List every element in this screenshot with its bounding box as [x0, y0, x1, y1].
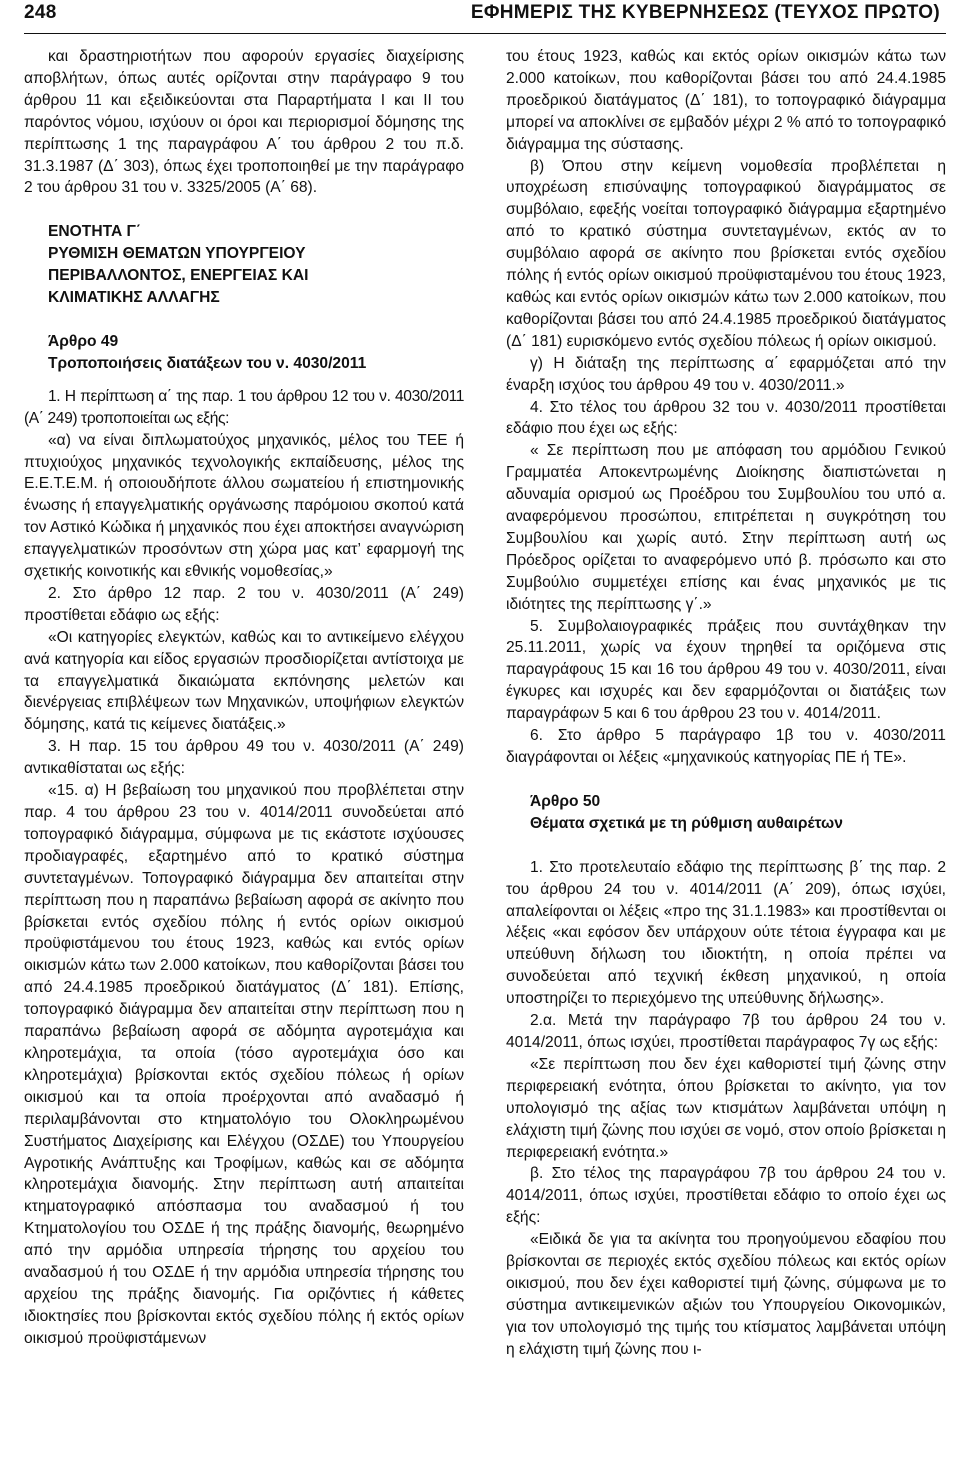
paragraph: και δραστηριοτήτων που αφορούν εργασίες διαχείρισης αποβλήτων, όπως αυτές ορίζονται στην παράγραφο 9 του άρθρου 11 και εξειδικεύονται στα Παραρτήματα I και II του παρόντος νόμου, ισχύουν οι όροι και περιορισμοί δόμησης της περίπτωσης 1 της παραγράφου Α΄ του άρθρου 2 του π.δ. 31.3.1987 (Δ΄ 303), όπως έχει τροποποιηθεί με την παράγραφο 2 του άρθρου 31 του ν. 3325/2005 (Α΄ 68).: [24, 48, 464, 197]
section-heading-line: ΚΛΙΜΑΤΙΚΗΣ ΑΛΛΑΓΗΣ: [48, 289, 220, 307]
paragraph: 3. Η παρ. 15 του άρθρου 49 του ν. 4030/2011 (Α΄ 249) αντικαθίσταται ως εξής:: [24, 738, 464, 778]
paragraph: 1. Η περίπτωση α΄ της παρ. 1 του άρθρου 12 του ν. 4030/2011 (Α΄ 249) τροποποιείται ως εξής:: [24, 387, 464, 427]
page-number: 248: [24, 2, 57, 23]
gazette-title: ΕΦΗΜΕΡΙΣ ΤΗΣ ΚΥΒΕΡΝΗΣΕΩΣ (ΤΕΥΧΟΣ ΠΡΩΤΟ): [470, 2, 940, 23]
section-heading-line: ΕΝΟΤΗΤΑ Γ΄: [48, 223, 142, 241]
article-subtitle: Τροποποιήσεις διατάξεων του ν. 4030/2011: [48, 354, 367, 372]
paragraph: γ) Η διάταξη της περίπτωσης α΄ εφαρμόζεται από την έναρξη ισχύος του άρθρου 49 του ν. 4030/2011.»: [506, 354, 946, 394]
paragraph: 6. Στο άρθρο 5 παράγραφο 1β του ν. 4030/2011 διαγράφονται οι λέξεις «μηχανικούς κατηγορίας ΠΕ ή ΤΕ».: [506, 727, 946, 766]
paragraph: «Οι κατηγορίες ελεγκτών, καθώς και το αντικείμενο ελέγχου ανά κατηγορία και είδος εργασιών προσδιορίζεται αντίστοιχα με τα επαγγελματικά δικαιώματα εκπόνησης μελετών και διενέργειας επιβλέψεων των Μηχανικών, υποψήφιων ελεγκτών δόμησης, κατά τις κείμενες διατάξεις.»: [24, 628, 464, 734]
section-heading-line: ΡΥΘΜΙΣΗ ΘΕΜΑΤΩΝ ΥΠΟΥΡΓΕΙΟΥ: [48, 245, 306, 263]
article-subtitle: Θέματα σχετικά με τη ρύθμιση αυθαιρέτων: [530, 814, 843, 832]
page-header: [24, 0, 946, 40]
paragraph: του έτους 1923, καθώς και εκτός ορίων οικισμών κάτω των 2.000 κατοίκων, που καθορίζονται βάσει του από 24.4.1985 προεδρικού διατάγματος (Δ΄ 181), το τοπογραφικό διάγραμμα μπορεί να αποκλίνει σε εμβαδόν μέχρι 2 % από το τοπογραφικό διάγραμμα της σύστασης.: [506, 48, 946, 153]
paragraph: 2. Στο άρθρο 12 παρ. 2 του ν. 4030/2011 (Α΄ 249) προστίθεται εδάφιο ως εξής:: [24, 584, 464, 624]
article-title: Άρθρο 50: [530, 792, 601, 810]
header-divider: [24, 33, 946, 34]
paragraph: 2.α. Μετά την παράγραφο 7β του άρθρου 24 του ν. 4014/2011, όπως ισχύει, προστίθεται παράγραφος 7γ ως εξής:: [506, 1012, 946, 1051]
paragraph: «α) να είναι διπλωματούχος μηχανικός, μέλος του ΤΕΕ ή πτυχιούχος μηχανικός τεχνολογικής εκπαίδευσης, μέλος της Ε.Ε.Τ.Ε.Μ. ή οποιουδήποτε άλλου σωματείου ή επιστημονικής ένωσης ή επαγγελματικής οργάνωσης παρόμοιου σκοπού κατά τον Αστικό Κώδικα ή μηχανικός που έχει αποκτήσει αναγνώριση επαγγελματικών προσόντων στη χώρα μας κατ’ εφαρμογή της σχετικής κοινοτικής και εθνικής νομοθεσίας,»: [24, 431, 464, 581]
paragraph: «Ειδικά δε για τα ακίνητα του προηγούμενου εδαφίου που βρίσκονται σε περιοχές εκτός σχεδίου πόλεως και εκτός ορίων οικισμού, που δεν έχει καθοριστεί τιμή ζώνης, σύμφωνα με το σύστημα αντικειμενικών αξιών του Υπουργείου Οικονομικών, για τον υπολογισμό της τιμής του κτίσματος λαμβάνεται υπόψη η ελάχιστη τιμή ζώνης που ι-: [506, 1231, 946, 1358]
right-column: [506, 46, 946, 1361]
paragraph: β) Όπου στην κείμενη νομοθεσία προβλέπεται η υποχρέωση επισύναψης τοπογραφικού διαγράμματος σε συμβόλαιο, εφεξής νοείται τοπογραφικό διάγραμμα εξαρτημένο από το κρατικό σύστημα συντεταγμένων, εκτός αν το συμβόλαιο αφορά σε ακίνητο που βρίσκεται εντός σχεδίου πόλης ή εντός ορίων οικισμού προϋφισταμένου του έτους 1923, καθώς και εντός ορίων οικισμών κάτω των 2.000 κατοίκων, που καθορίζονται βάσει του από 24.4.1985 προεδρικού διατάγματος (Δ΄ 181) ευρισκόμενο εντός σχεδίου πόλεως ή ορίων οικισμού.: [506, 157, 946, 350]
paragraph: «15. α) Η βεβαίωση του μηχανικού που προβλέπεται στην παρ. 4 του άρθρου 23 του ν. 4014/2011 συνοδεύεται από τοπογραφικό διάγραμμα, σύμφωνα με τις εκάστοτε ισχύουσες προδιαγραφές, εξαρτημένο από το κρατικό σύστημα συντεταγμένων. Τοπογραφικό διάγραμμα δεν απαιτείται στην περίπτωση που η παραπάνω βεβαίωση αφορά σε ακίνητο που βρίσκεται εντός σχεδίου πόλης ή εντός ορίων οικισμού προϋφιστάμενου του έτους 1923, καθώς και εντός ορίων οικισμών κάτω των 2.000 κατοίκων, που καθορίζονται βάσει του από 24.4.1985 προεδρικού διατάγματος (Δ΄ 181). Επίσης, τοπογραφικό διάγραμμα δεν απαιτείται στην περίπτωση που η παραπάνω βεβαίωση αφορά σε αδόμητα αγροτεμάχια και κληροτεμάχια, τα οποία (τόσο αγροτεμάχια όσο και κληροτεμάχια) βρίσκονται εκτός σχεδίου πόλεως ή ορίων οικισμού και τα οποία προέρχονται από αναδασμό ή περιλαμβάνονται στο κτηματολόγιο του Ολοκληρωμένου Συστήματος Διαχείρισης και Ελέγχου (ΟΣΔΕ) του Υπουργείου Αγροτικής Ανάπτυξης και Τροφίμων, καθώς και σε αδόμητα κληροτεμάχια διανομής. Στην περίπτωση αυτή απαιτείται κτηματογραφικό απόσπασμα του αναδασμού ή του Κτηματολογίου του ΟΣΔΕ ή της πράξης διανομής, θεωρημένο από την αρμόδια υπηρεσία τήρησης του αρχείου του αναδασμού ή του ΟΣΔΕ ή την αρμόδια υπηρεσία τήρησης του αρχείου της πράξης διανομής. Για οριζόντιες ή κάθετες ιδιοκτησίες που βρίσκονται εκτός σχεδίου πόλης ή εκτός ορίων οικισμού προϋφιστάμενων: [24, 782, 464, 1347]
section-heading-line: ΠΕΡΙΒΑΛΛΟΝΤΟΣ, ΕΝΕΡΓΕΙΑΣ ΚΑΙ: [48, 267, 309, 285]
text-columns: [24, 46, 946, 1361]
paragraph: β. Στο τέλος της παραγράφου 7β του άρθρου 24 του ν. 4014/2011, όπως ισχύει, προστίθεται εδάφιο το οποίο έχει ως εξής:: [506, 1165, 946, 1227]
paragraph: «Σε περίπτωση που δεν έχει καθοριστεί τιμή ζώνης στην περιφερειακή ενότητα, όπου βρίσκεται το ακίνητο, για τον υπολογισμό της αξίας των κτισμάτων λαμβάνεται υπόψη η ελάχιστη τιμή ζώνης που ισχύει σε νομό, στον οποίο βρίσκεται η περιφερειακή ενότητα.»: [506, 1055, 946, 1161]
paragraph: 4. Στο τέλος του άρθρου 32 του ν. 4030/2011 προστίθεται εδάφιο που έχει ως εξής:: [506, 398, 946, 438]
paragraph: 1. Στο προτελευταίο εδάφιο της περίπτωσης β΄ της παρ. 2 του άρθρου 24 του ν. 4014/2011 (Α΄ 209), όπως ισχύει, απαλείφονται οι λέξεις «προ της 31.1.1983» και προστίθενται οι λέξεις «και εφόσον δεν υπάρχουν ούτε τέτοια έγγραφα και με υπεύθυνη δήλωση του ιδιοκτήτη, η οποία πρέπει να συνοδεύεται από τεχνική έκθεση μηχανικού, η οποία υποστηρίζει το περιεχόμενο της υπεύθυνης δήλωσης».: [506, 858, 946, 1008]
paragraph: « Σε περίπτωση που με απόφαση του αρμόδιου Γενικού Γραμματέα Αποκεντρωμένης Διοίκησης διαπιστώνεται η αδυναμία ορισμού ως Προέδρου του Συμβουλίου του υπό α. αναφερόμενου προσώπου, επιτρέπεται η συγκρότηση του Συμβουλίου και χωρίς αυτό. Στην περίπτωση αυτή ως Πρόεδρος ορίζεται το αναφερόμενο υπό β. πρόσωπο και στο Συμβούλιο συμμετέχει επίσης και ένας μηχανικός με τις ιδιότητες της περίπτωσης γ΄.»: [506, 442, 946, 613]
article-title: Άρθρο 49: [48, 332, 119, 350]
paragraph: 5. Συμβολαιογραφικές πράξεις που συντάχθηκαν την 25.11.2011, χωρίς να έχουν τηρηθεί τα οριζόμενα στις παραγράφους 15 και 16 του άρθρου 49 του ν. 4030/2011, είναι έγκυρες και ισχυρές και δεν εφαρμόζονται οι διατάξεις των παραγράφων 5 και 6 του άρθρου 23 του ν. 4014/2011.: [506, 617, 946, 723]
left-column: [24, 46, 464, 1361]
